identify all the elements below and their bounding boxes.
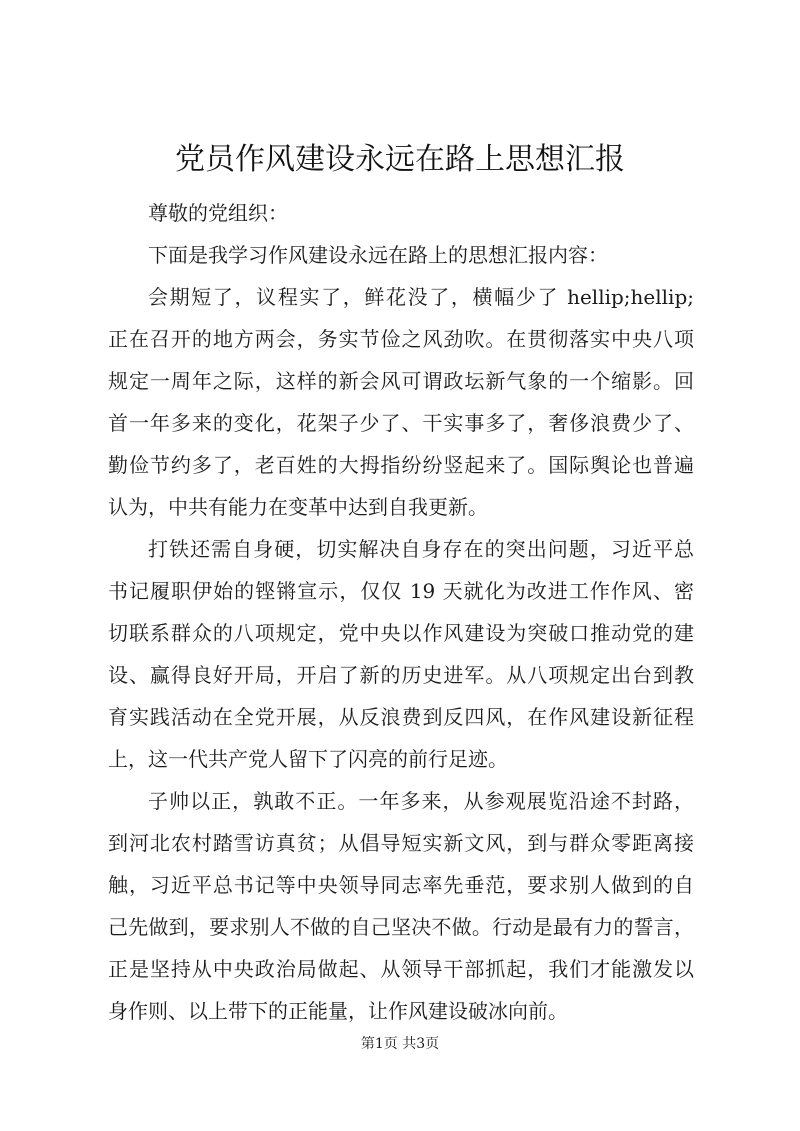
- text-line: 正是坚持从中央政治局做起、从领导干部抓起，我们才能激发以: [108, 957, 694, 981]
- text-line: 上，这一代共产党人留下了闪亮的前行足迹。: [108, 747, 508, 771]
- document-title: 党员作风建设永远在路上思想汇报: [175, 142, 625, 177]
- text-line: 育实践活动在全党开展，从反浪费到反四风，在作风建设新征程: [108, 705, 694, 729]
- paragraph: [108, 234, 694, 276]
- text-line: 己先做到，要求别人不做的自己坚决不做。行动是最有力的誓言，: [108, 915, 694, 939]
- text-line: 正在召开的地方两会，务实节俭之风劲吹。在贯彻落实中央八项: [108, 327, 694, 351]
- text-line: 到河北农村踏雪访真贫；从倡导短实新文风，到与群众零距离接: [108, 831, 694, 855]
- text-line: 下面是我学习作风建设永远在路上的思想汇报内容：: [148, 243, 608, 267]
- document-body: [108, 192, 694, 1032]
- text-line: 认为，中共有能力在变革中达到自我更新。: [108, 495, 488, 519]
- text-line: 身作则、以上带下的正能量，让作风建设破冰向前。: [108, 999, 568, 1023]
- paragraph: [108, 780, 694, 1032]
- paragraph: [108, 192, 694, 234]
- text-line: 切联系群众的八项规定，党中央以作风建设为突破口推动党的建: [108, 621, 694, 645]
- text-line: 书记履职伊始的铿锵宣示，仅仅 19 天就化为改进工作作风、密: [108, 579, 694, 603]
- paragraph: [108, 528, 694, 780]
- text-line: 打铁还需自身硬，切实解决自身存在的突出问题，习近平总: [148, 537, 694, 561]
- paragraph: [108, 276, 694, 528]
- text-line: 规定一周年之际，这样的新会风可谓政坛新气象的一个缩影。回: [108, 369, 694, 393]
- text-line: 设、赢得良好开局，开启了新的历史进军。从八项规定出台到教: [108, 663, 694, 687]
- text-line: 尊敬的党组织：: [148, 201, 288, 225]
- text-line: 触，习近平总书记等中央领导同志率先垂范，要求别人做到的自: [108, 873, 694, 897]
- page-footer: 第1页 共3页: [360, 1036, 440, 1052]
- text-line: 会期短了，议程实了，鲜花没了，横幅少了 hellip;hellip;: [148, 285, 694, 309]
- text-line: 首一年多来的变化，花架子少了、干实事多了，奢侈浪费少了、: [108, 411, 694, 435]
- text-line: 勤俭节约多了，老百姓的大拇指纷纷竖起来了。国际舆论也普遍: [108, 453, 694, 477]
- text-line: 子帅以正，孰敢不正。一年多来，从参观展览沿途不封路，: [148, 789, 694, 813]
